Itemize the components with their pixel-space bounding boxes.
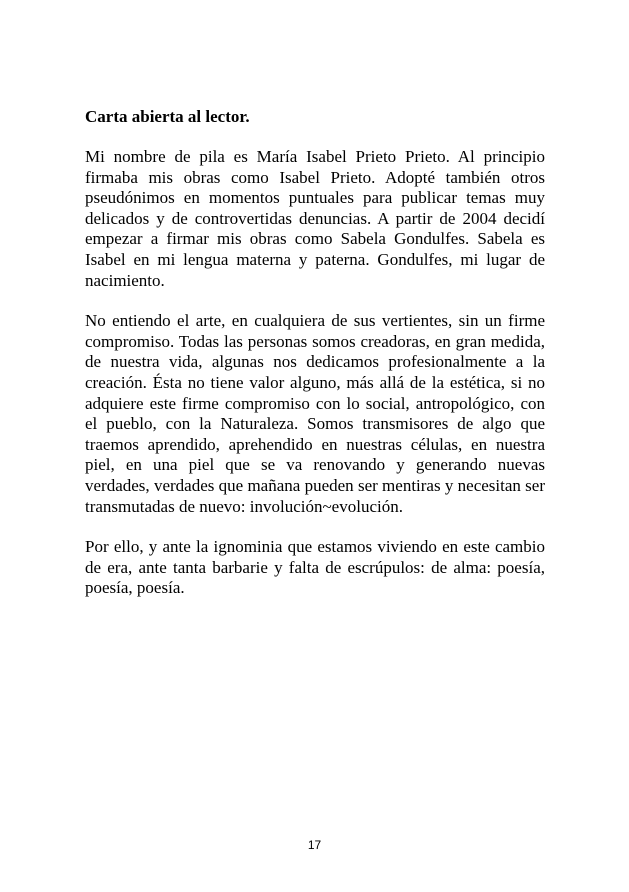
letter-title: Carta abierta al lector. <box>85 107 250 126</box>
paragraph-name-origin: Mi nombre de pila es María Isabel Prieto Prieto. Al principio firmaba mis obras como Isabel Prieto. Adopté también otros pseudónimos en momentos puntuales para publicar temas muy delicados y de controvertidas denuncias. A partir de 2004 decidí empezar a firmar mis obras como Sabela Gondulfes. Sabela es Isabel en mi lengua materna y paterna. Gondulfes, mi lugar de nacimiento. <box>85 147 545 290</box>
letter-body <box>85 107 545 619</box>
paragraph-conclusion: Por ello, y ante la ignominia que estamos viviendo en este cambio de era, ante tanta barbarie y falta de escrúpulos: de alma: poesía, poesía, poesía. <box>85 537 545 598</box>
paragraph-art-commitment: No entiendo el arte, en cualquiera de sus vertientes, sin un firme compromiso. Todas las personas somos creadoras, en gran medida, de nuestra vida, algunas nos dedicamos profesionalmente a la creación. Ésta no tiene valor alguno, más allá de la estética, si no adquiere este firme compromiso con lo social, antropológico, con el pueblo, con la Naturaleza. Somos transmisores de algo que traemos aprendido, aprehendido en nuestras células, en nuestra piel, en una piel que se va renovando y generando nuevas verdades, verdades que mañana pueden ser mentiras y necesitan ser transmutadas de nuevo: involución~evolución. <box>85 311 545 516</box>
page-number: 17 <box>307 838 322 852</box>
